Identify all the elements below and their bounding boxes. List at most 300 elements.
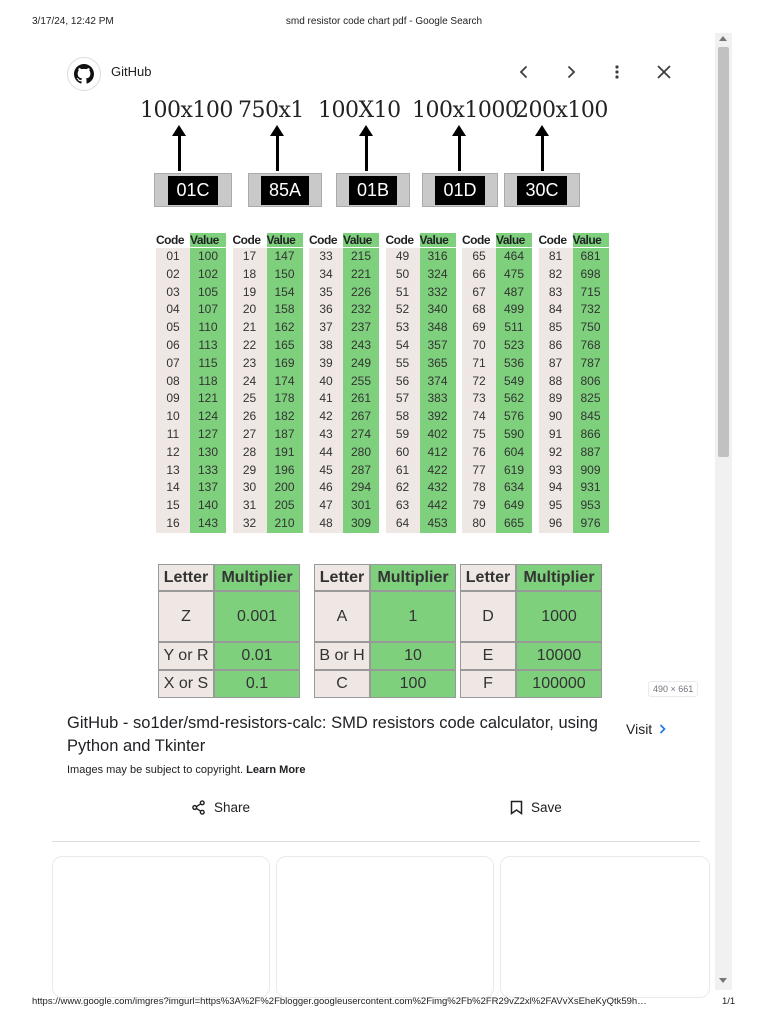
value-cell: 316 [420,248,456,266]
value-cell: 215 [343,248,379,266]
code-cell: 84 [539,301,573,319]
value-cell: 107 [190,301,226,319]
value-cell: 332 [420,284,456,302]
chevron-right-icon[interactable] [559,60,583,84]
image-size-badge: 490 × 661 [648,681,698,697]
share-icon [191,800,206,815]
table-row [156,319,230,337]
code-cell: 71 [462,355,496,373]
table-row [462,284,536,302]
letter-header: Letter [314,564,370,591]
code-cell: 78 [462,479,496,497]
scroll-thumb[interactable] [718,47,729,457]
code-cell: 18 [233,266,267,284]
value-cell: 412 [420,444,456,462]
table-row [156,266,230,284]
table-row [462,301,536,319]
scroll-up-icon[interactable] [719,36,727,41]
table-row [462,390,536,408]
value-cell: 402 [420,426,456,444]
table-row [309,337,383,355]
table-row [233,497,307,515]
code-group [156,233,230,533]
multiplier-cell: 0.1 [214,670,300,698]
letter-header: Letter [158,564,214,591]
code-cell: 38 [309,337,343,355]
table-row [386,337,460,355]
table-row [462,426,536,444]
table-row [462,515,536,533]
arrow-shaft [276,133,279,171]
multiplier-cell: 1 [370,591,456,642]
table-row [156,390,230,408]
multiplier-header: Multiplier [516,564,602,591]
code-group [309,233,383,533]
code-cell: 24 [233,373,267,391]
table-row [309,355,383,373]
source-name[interactable]: GitHub [111,64,152,79]
value-cell: 130 [190,444,226,462]
arrow-shaft [541,133,544,171]
table-row [156,408,230,426]
value-cell: 200 [267,479,303,497]
code-header: Code [232,233,261,247]
print-date: 3/17/24, 12:42 PM [32,16,114,27]
code-cell: 16 [156,515,190,533]
table-row [309,497,383,515]
value-cell: 422 [420,462,456,480]
code-cell: 82 [539,266,573,284]
multiplier-header: Multiplier [370,564,456,591]
code-cell: 64 [386,515,420,533]
related-card[interactable] [500,856,710,998]
code-cell: 42 [309,408,343,426]
letter-header: Letter [460,564,516,591]
multiplier-cell: 10 [370,642,456,670]
table-row [386,426,460,444]
code-cell: 17 [233,248,267,266]
code-cell: 10 [156,408,190,426]
code-cell: 62 [386,479,420,497]
print-url: https://www.google.com/imgres?imgurl=https%3A%2F%2Fblogger.googleusercontent.com%2Fimg%2Fb%2FR29vZ2xl%2FAVvXsEheKyQtk59h… [32,996,647,1007]
code-cell: 23 [233,355,267,373]
code-cell: 20 [233,301,267,319]
multiplier-cell: 10000 [516,642,602,670]
value-cell: 243 [343,337,379,355]
value-cell: 442 [420,497,456,515]
value-cell: 182 [267,408,303,426]
letter-cell: X or S [158,670,214,698]
table-row [539,301,613,319]
table-row [539,515,613,533]
multiplier-cell: 100 [370,670,456,698]
multiplier-table [158,564,601,698]
github-icon[interactable] [67,57,101,91]
close-icon[interactable] [652,60,676,84]
resistor-code: 30C [517,176,566,205]
letter-cell: F [460,670,516,698]
resistor-chip [422,173,498,207]
table-row [462,497,536,515]
code-cell: 89 [539,390,573,408]
resistor-chip [248,173,322,207]
related-card[interactable] [276,856,494,998]
table-row [539,497,613,515]
print-title: smd resistor code chart pdf - Google Search [285,16,483,27]
table-row [386,248,460,266]
table-row [309,266,383,284]
table-row [386,284,460,302]
table-row [539,266,613,284]
table-row [462,408,536,426]
table-row [156,337,230,355]
table-row [309,319,383,337]
table-row [462,248,536,266]
value-cell: 100 [190,248,226,266]
example-value: 200x100 [515,98,608,123]
code-group [539,233,613,533]
table-row [462,319,536,337]
code-cell: 60 [386,444,420,462]
code-cell: 81 [539,248,573,266]
code-cell: 06 [156,337,190,355]
code-cell: 76 [462,444,496,462]
code-cell: 29 [233,462,267,480]
code-cell: 87 [539,355,573,373]
value-cell: 866 [573,426,609,444]
code-cell: 40 [309,373,343,391]
table-row [233,390,307,408]
code-cell: 44 [309,444,343,462]
value-cell: 232 [343,301,379,319]
value-cell: 261 [343,390,379,408]
code-cell: 73 [462,390,496,408]
code-cell: 48 [309,515,343,533]
bookmark-icon [510,800,523,815]
table-row [462,355,536,373]
table-row [386,497,460,515]
value-cell: 732 [573,301,609,319]
code-cell: 49 [386,248,420,266]
resistor-chip [336,173,410,207]
table-row [156,373,230,391]
value-cell: 909 [573,462,609,480]
code-cell: 85 [539,319,573,337]
value-cell: 294 [343,479,379,497]
value-cell: 453 [420,515,456,533]
value-cell: 267 [343,408,379,426]
letter-cell: C [314,670,370,698]
code-cell: 04 [156,301,190,319]
value-cell: 255 [343,373,379,391]
value-cell: 124 [190,408,226,426]
code-cell: 30 [233,479,267,497]
table-row [233,355,307,373]
code-header: Code [156,233,184,247]
value-cell: 549 [496,373,532,391]
code-header: Code [538,233,567,247]
code-cell: 12 [156,444,190,462]
arrow-shaft [365,133,368,171]
table-row [309,390,383,408]
code-cell: 79 [462,497,496,515]
table-row [386,319,460,337]
value-cell: 165 [267,337,303,355]
value-cell: 768 [573,337,609,355]
table-row [309,479,383,497]
value-cell: 140 [190,497,226,515]
code-cell: 03 [156,284,190,302]
table-row [156,462,230,480]
table-row [156,479,230,497]
code-header: Code [462,233,490,247]
value-cell: 681 [573,248,609,266]
value-cell: 511 [496,319,532,337]
value-cell: 274 [343,426,379,444]
value-cell: 102 [190,266,226,284]
value-cell: 536 [496,355,532,373]
value-cell: 825 [573,390,609,408]
value-cell: 931 [573,479,609,497]
chevron-right-icon [658,724,667,734]
table-row [156,444,230,462]
table-row [462,337,536,355]
code-cell: 14 [156,479,190,497]
value-cell: 787 [573,355,609,373]
value-cell: 237 [343,319,379,337]
code-cell: 31 [233,497,267,515]
code-cell: 47 [309,497,343,515]
table-row [386,266,460,284]
learn-more-link[interactable]: Learn More [246,764,306,776]
table-row [386,444,460,462]
code-header: Code [309,233,337,247]
value-cell: 750 [573,319,609,337]
value-cell: 154 [267,284,303,302]
value-header: Value [496,233,532,247]
value-cell: 845 [573,408,609,426]
code-cell: 25 [233,390,267,408]
table-row [539,426,613,444]
code-cell: 46 [309,479,343,497]
value-cell: 137 [190,479,226,497]
code-cell: 80 [462,515,496,533]
table-row [233,515,307,533]
table-row [233,373,307,391]
value-cell: 196 [267,462,303,480]
value-cell: 562 [496,390,532,408]
value-header: Value [267,233,303,247]
table-row [156,515,230,533]
value-header: Value [343,233,379,247]
scroll-down-icon[interactable] [719,978,727,983]
code-cell: 72 [462,373,496,391]
value-cell: 113 [190,337,226,355]
value-cell: 499 [496,301,532,319]
related-card[interactable] [52,856,270,998]
value-cell: 604 [496,444,532,462]
table-row [309,515,383,533]
code-cell: 65 [462,248,496,266]
table-row [539,355,613,373]
value-cell: 115 [190,355,226,373]
value-header: Value [420,233,456,247]
code-cell: 43 [309,426,343,444]
code-cell: 70 [462,337,496,355]
code-cell: 68 [462,301,496,319]
value-cell: 976 [573,515,609,533]
table-row [233,426,307,444]
code-cell: 63 [386,497,420,515]
code-cell: 36 [309,301,343,319]
table-row [462,444,536,462]
table-row [156,248,230,266]
code-cell: 54 [386,337,420,355]
letter-cell: Z [158,591,214,642]
code-cell: 11 [156,426,190,444]
code-cell: 39 [309,355,343,373]
example-value: 100x100 [140,98,233,123]
table-row [156,301,230,319]
value-cell: 301 [343,497,379,515]
value-cell: 143 [190,515,226,533]
arrow-shaft [458,133,461,171]
code-cell: 45 [309,462,343,480]
copyright-text: Images may be subject to copyright. [67,764,244,776]
code-group-header [386,233,460,248]
table-row [233,266,307,284]
table-row [462,266,536,284]
visit-button[interactable] [626,721,667,737]
code-cell: 08 [156,373,190,391]
code-cell: 22 [233,337,267,355]
table-row [156,426,230,444]
value-cell: 187 [267,426,303,444]
code-group [462,233,536,533]
value-cell: 348 [420,319,456,337]
code-cell: 56 [386,373,420,391]
code-cell: 74 [462,408,496,426]
example-value: 750x1 [238,98,304,123]
table-row [309,462,383,480]
table-row [386,462,460,480]
share-button[interactable] [191,800,250,815]
table-row [309,426,383,444]
code-group-header [539,233,613,248]
code-cell: 86 [539,337,573,355]
table-row [233,284,307,302]
value-cell: 105 [190,284,226,302]
value-cell: 205 [267,497,303,515]
letter-cell: E [460,642,516,670]
table-row [233,408,307,426]
code-cell: 61 [386,462,420,480]
multiplier-cell: 100000 [516,670,602,698]
value-cell: 118 [190,373,226,391]
multiplier-cell: 0.01 [214,642,300,670]
value-cell: 806 [573,373,609,391]
result-title-link[interactable]: GitHub - so1der/smd-resistors-calc: SMD resistors code calculator, using Python and Tkinter [67,714,598,755]
value-cell: 698 [573,266,609,284]
value-cell: 715 [573,284,609,302]
code-cell: 57 [386,390,420,408]
table-row [386,390,460,408]
code-cell: 21 [233,319,267,337]
value-cell: 178 [267,390,303,408]
table-row [539,479,613,497]
table-row [462,479,536,497]
table-row [309,373,383,391]
table-row [233,462,307,480]
code-header: Code [385,233,414,247]
multiplier-cell: 0.001 [214,591,300,642]
value-cell: 392 [420,408,456,426]
save-button[interactable] [510,800,562,815]
table-row [539,444,613,462]
table-row [386,373,460,391]
code-cell: 50 [386,266,420,284]
value-cell: 221 [343,266,379,284]
code-cell: 90 [539,408,573,426]
value-cell: 121 [190,390,226,408]
value-cell: 576 [496,408,532,426]
code-cell: 51 [386,284,420,302]
value-cell: 523 [496,337,532,355]
code-cell: 09 [156,390,190,408]
letter-cell: A [314,591,370,642]
code-cell: 13 [156,462,190,480]
print-page-number: 1/1 [722,996,736,1007]
value-cell: 127 [190,426,226,444]
code-cell: 59 [386,426,420,444]
code-cell: 32 [233,515,267,533]
code-cell: 53 [386,319,420,337]
resistor-code: 01B [349,176,397,205]
code-group-header [156,233,230,248]
table-row [309,408,383,426]
chevron-left-icon[interactable] [512,60,536,84]
value-cell: 432 [420,479,456,497]
code-group-header [309,233,383,248]
code-cell: 67 [462,284,496,302]
more-options-icon[interactable] [605,60,629,84]
code-cell: 58 [386,408,420,426]
value-cell: 340 [420,301,456,319]
letter-cell: B or H [314,642,370,670]
table-row [309,284,383,302]
table-row [462,462,536,480]
code-cell: 55 [386,355,420,373]
preview-image[interactable] [140,93,614,533]
table-row [233,444,307,462]
code-cell: 01 [156,248,190,266]
resistor-chip [154,173,232,207]
table-row [309,444,383,462]
code-cell: 27 [233,426,267,444]
table-row [233,337,307,355]
value-cell: 634 [496,479,532,497]
value-header: Value [573,233,609,247]
table-row [539,337,613,355]
table-row [539,248,613,266]
resistor-code: 01C [168,176,217,205]
code-cell: 19 [233,284,267,302]
code-cell: 91 [539,426,573,444]
value-cell: 374 [420,373,456,391]
value-cell: 133 [190,462,226,480]
multiplier-header: Multiplier [214,564,300,591]
value-cell: 309 [343,515,379,533]
